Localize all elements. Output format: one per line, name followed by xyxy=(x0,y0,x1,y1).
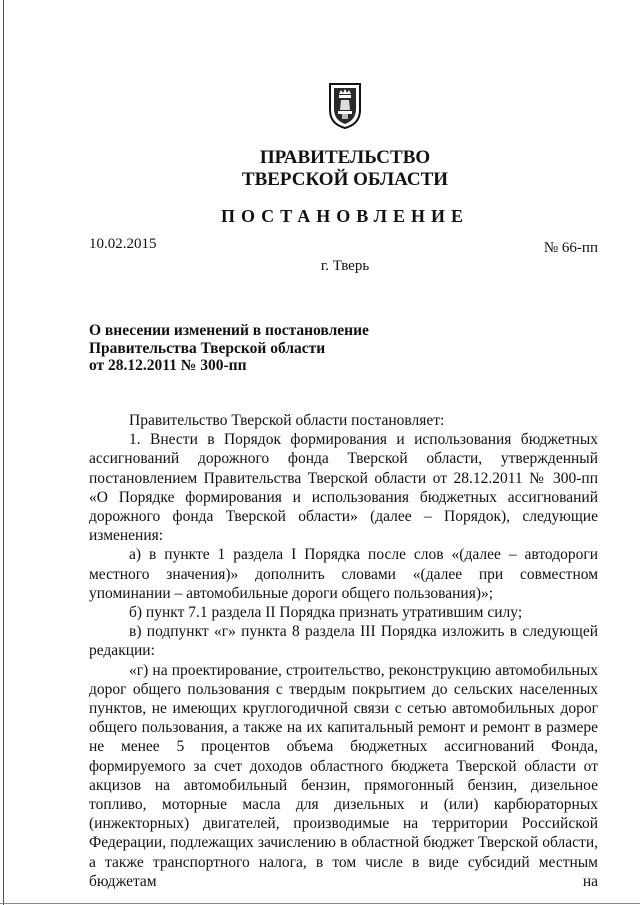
subject-line1: О внесении изменений в постановление xyxy=(89,322,369,339)
government-title-line2: ТВЕРСКОЙ ОБЛАСТИ xyxy=(241,169,449,190)
body-subitem-a: а) в пункте 1 раздела I Порядка после слов «(далее – автодороги местного значения)» дополнить словами «(далее при совместном упоминании – автомобильные дороги общего пользования)»; xyxy=(89,546,598,602)
body-subitem-c: в) подпункт «г» пункта 8 раздела III Порядка изложить в следующей редакции: xyxy=(89,623,598,660)
coat-of-arms-icon xyxy=(327,80,363,130)
subject-line3: от 28.12.2011 № 300-пп xyxy=(89,357,247,374)
body-preamble: Правительство Тверской области постановляет: xyxy=(129,412,445,429)
body-item-1: 1. Внести в Порядок формирования и использования бюджетных ассигнований дорожного фонда Тверской области, утвержденный постановлением Правительства Тверской области от 28.12.2011 № 300-пп «О Порядке формирования и использования бюджетных ассигнований дорожного фонда Тверской области» (далее – Порядок), следующие изменения: xyxy=(89,431,598,545)
document-type-heading: ПОСТАНОВЛЕНИЕ xyxy=(220,206,470,226)
document-city: г. Тверь xyxy=(320,258,370,274)
document-body xyxy=(89,411,598,891)
body-subitem-b: б) пункт 7.1 раздела II Порядка признать утратившим силу; xyxy=(129,604,523,622)
document-subject xyxy=(89,322,409,375)
document-date: 10.02.2015 xyxy=(89,236,157,252)
scan-bottom-edge xyxy=(0,903,640,904)
government-title-line1: ПРАВИТЕЛЬСТВО xyxy=(259,147,431,168)
document-number: № 66-пп xyxy=(543,240,598,256)
subject-line2: Правительства Тверской области xyxy=(89,339,326,357)
scan-edge-line xyxy=(3,0,4,905)
body-quote-g: «г) на проектирование, строительство, реконструкцию автомобильных дорог общего пользования с твердым покрытием до сельских населенных пунктов, не имеющих круглогодичной связи с сетью автомобильных дорог общего пользования, а также на их капитальный ремонт и ремонт в размере не менее 5 процентов объема бюджетных ассигнований Фонда, формируемого за счет доходов областного бюджета Тверской области от акцизов на автомобильный бензин, прямогонный бензин, дизельное топливо, моторные масла для дизельных и (или) карбюраторных (инжекторных) двигателей, производимые на территории Российской Федерации, подлежащих зачислению в областной бюджет Тверской области, а также транспортного налога, в том числе в виде субсидий местным бюджетам на xyxy=(89,661,598,890)
